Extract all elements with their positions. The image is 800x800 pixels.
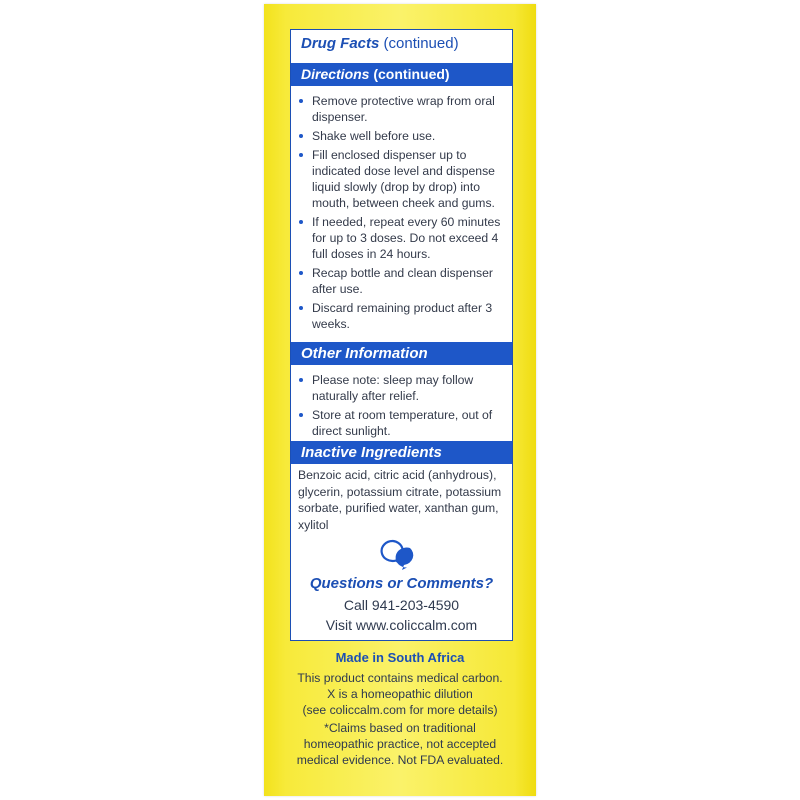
other-information-heading: Other Information [291,342,512,365]
questions-heading: Questions or Comments? [309,575,494,592]
made-in-label: Made in South Africa [335,650,465,665]
drug-facts-title-rest: (continued) [383,35,459,52]
list-item: Please note: sleep may follow naturally after relief. [296,372,510,404]
directions-list [296,93,510,335]
directions-heading-suffix: (continued) [373,66,450,82]
list-item: Fill enclosed dispenser up to indicated dose level and dispense liquid slowly (drop by drop) into mouth, between cheek and gums. [296,147,510,211]
homeopathic-note [266,670,534,718]
claims-line: *Claims based on traditional [324,721,476,735]
directions-heading [291,63,512,86]
directions-heading-label: Directions [301,66,370,82]
phone-number: Call 941-203-4590 [343,597,460,613]
note-line: X is a homeopathic dilution [327,687,473,701]
website-link[interactable]: Visit www.coliccalm.com [325,617,478,633]
inactive-ingredients-text: Benzoic acid, citric acid (anhydrous), glycerin, potassium citrate, potassium sorbate, purified water, xanthan gum, xylitol [298,468,502,532]
list-item: Remove protective wrap from oral dispenser. [296,93,510,125]
list-item: Discard remaining product after 3 weeks. [296,300,510,332]
list-item: Store at room temperature, out of direct sunlight. [296,407,510,439]
other-information-list [296,372,510,442]
drug-facts-title [301,35,459,52]
note-line: (see coliccalm.com for more details) [302,703,498,717]
list-item: If needed, repeat every 60 minutes for up to 3 doses. Do not exceed 4 full doses in 24 hours. [296,214,510,262]
inactive-ingredients-heading: Inactive Ingredients [291,441,512,464]
drug-facts-title-bold: Drug Facts [301,35,380,52]
claims-line: homeopathic practice, not accepted [303,737,497,751]
claims-disclaimer [266,720,534,768]
list-item: Recap bottle and clean dispenser after use. [296,265,510,297]
note-line: This product contains medical carbon. [297,671,503,685]
list-item: Shake well before use. [296,128,510,144]
claims-line: medical evidence. Not FDA evaluated. [296,753,504,767]
chat-bubbles-icon [380,539,420,571]
